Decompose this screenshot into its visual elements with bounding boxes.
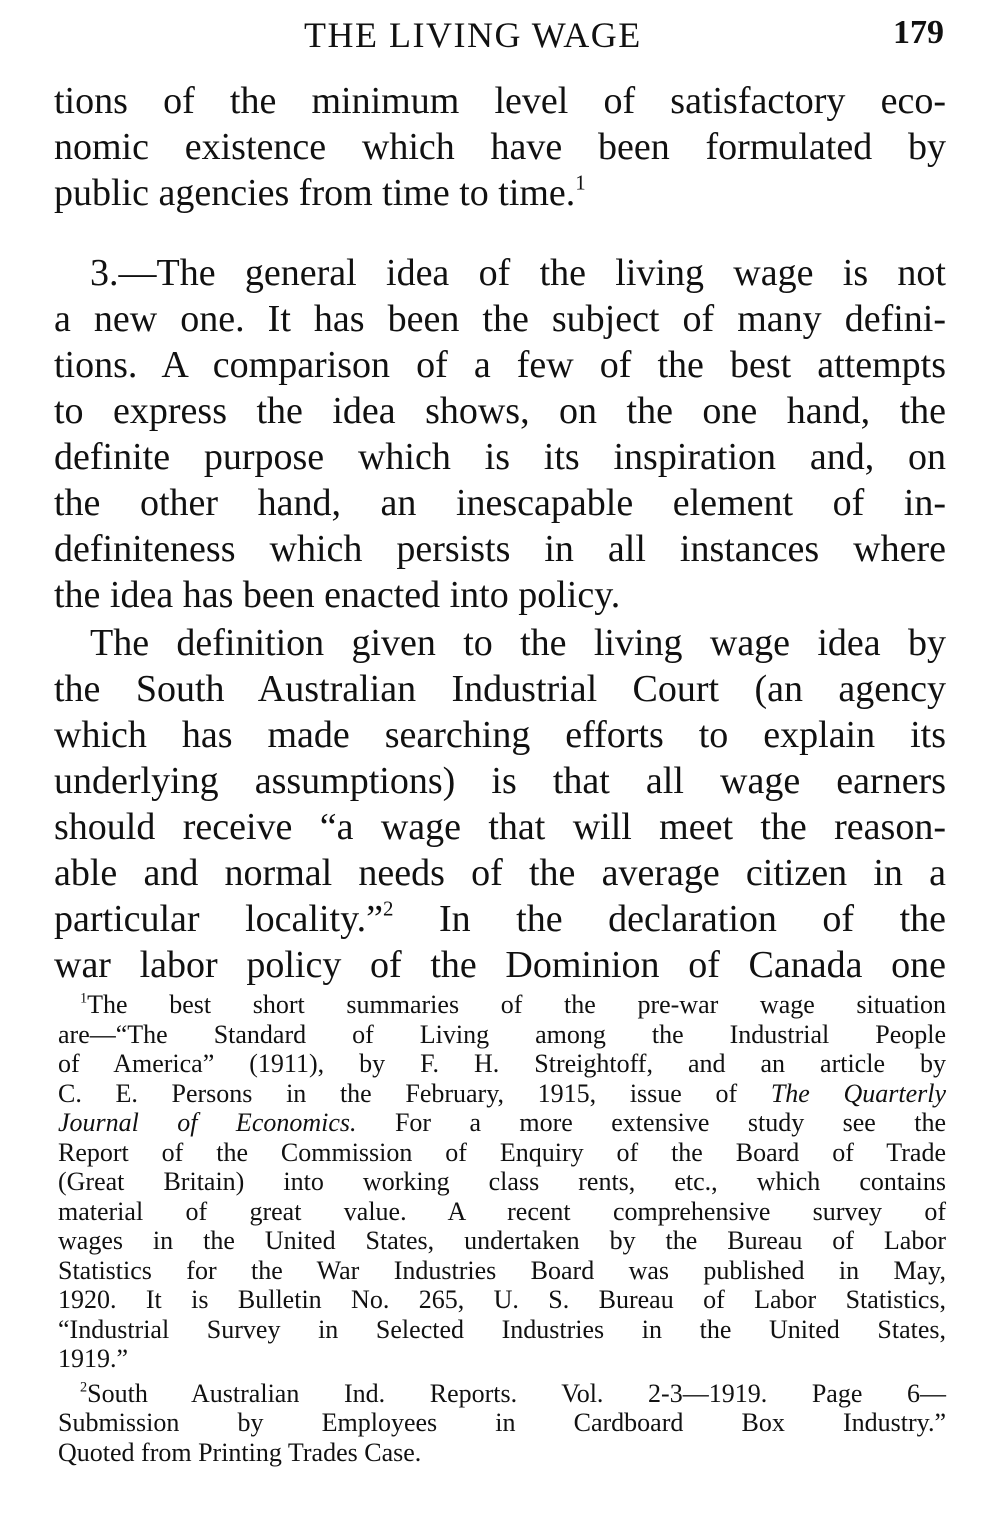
footnote-line: “Industrial Survey in Selected Industries in the United States, [58, 1314, 946, 1344]
running-head: THE LIVING WAGE [304, 15, 642, 55]
text-line: to express the idea shows, on the one hand, the [54, 390, 946, 432]
text-line: the idea has been enacted into policy. [54, 574, 621, 616]
footnote-line: of America” (1911), by F. H. Streightoff, and an article by [58, 1049, 946, 1078]
footnote-line: wages in the United States, undertaken by the Bureau of Labor [58, 1226, 946, 1255]
text-line: definiteness which persists in all instances where [54, 528, 946, 570]
continuation-paragraph [54, 78, 946, 216]
text-line: The definition given to the living wage idea by [90, 622, 946, 664]
footnote-line: are—“The Standard of Living among the Industrial People [58, 1019, 946, 1049]
footnote-marker: 2 [80, 1378, 88, 1395]
footnote-line: $^1$The best short summaries of the pre-war wage situation [80, 990, 946, 1019]
footnote-line: 1919.” [58, 1344, 129, 1373]
footnote-line: Quoted from Printing Trades Case. [58, 1437, 422, 1467]
footnote-line: $^2$South Australian Ind. Reports. Vol. 2-3—1919. Page 6— [80, 1378, 946, 1408]
footnote-1 [58, 990, 946, 1374]
footnotes [58, 990, 946, 1467]
footnote-line: Report of the Commission of Enquiry of the Board of Trade [58, 1137, 946, 1167]
journal-title-italic: The Quarterly [770, 1078, 947, 1108]
definition-paragraph [54, 620, 946, 988]
text-line: able and normal needs of the average citizen in a [54, 852, 946, 894]
section-3-paragraph [54, 250, 946, 618]
text-line: underlying assumptions) is that all wage earners [54, 760, 946, 802]
text-line: definite purpose which is its inspiration and, on [54, 436, 946, 478]
footnote-line: Submission by Employees in Cardboard Box Industry.” [58, 1408, 946, 1437]
journal-title-italic: Journal of Economics. [58, 1108, 357, 1137]
page-header [54, 8, 944, 60]
footnote-marker: 1 [80, 990, 88, 1007]
footnote-ref-1: 1 [575, 170, 586, 195]
text-line: 3.—The general idea of the living wage is not [90, 252, 946, 294]
footnote-line: 1920. It is Bulletin No. 265, U. S. Bureau of Labor Statistics, [58, 1285, 946, 1314]
text-line: the other hand, an inescapable element of in- [54, 482, 946, 524]
text-line: should receive “a wage that will meet the reason- [54, 806, 946, 848]
text-line: a new one. It has been the subject of many defini- [54, 298, 946, 340]
footnote-line: C. E. Persons in the February, 1915, issue of The Quarterly [58, 1078, 947, 1108]
text-line: tions. A comparison of a few of the best attempts [54, 344, 946, 386]
text-line: war labor policy of the Dominion of Canada one [54, 944, 946, 986]
text-line: which has made searching efforts to explain its [54, 714, 946, 756]
text-line: tions of the minimum level of satisfactory eco- [54, 80, 946, 122]
page-number: 179 [893, 14, 944, 51]
footnote-line: Journal of Economics. For a more extensive study see the [58, 1108, 946, 1137]
footnote-line: Statistics for the War Industries Board was published in May, [58, 1255, 946, 1285]
footnote-ref-2: 2 [382, 896, 394, 921]
text-line: public agencies from time to time.$^1$ [54, 170, 586, 214]
footnote-line: (Great Britain) into working class rents, etc., which contains [58, 1167, 946, 1196]
text-line: particular locality.”$^2$ In the declaration of the [54, 896, 946, 940]
footnote-2 [58, 1379, 946, 1468]
footnote-line: material of great value. A recent comprehensive survey of [58, 1196, 946, 1226]
text-line: nomic existence which have been formulated by [54, 126, 946, 168]
text-line: the South Australian Industrial Court (an agency [54, 668, 946, 710]
